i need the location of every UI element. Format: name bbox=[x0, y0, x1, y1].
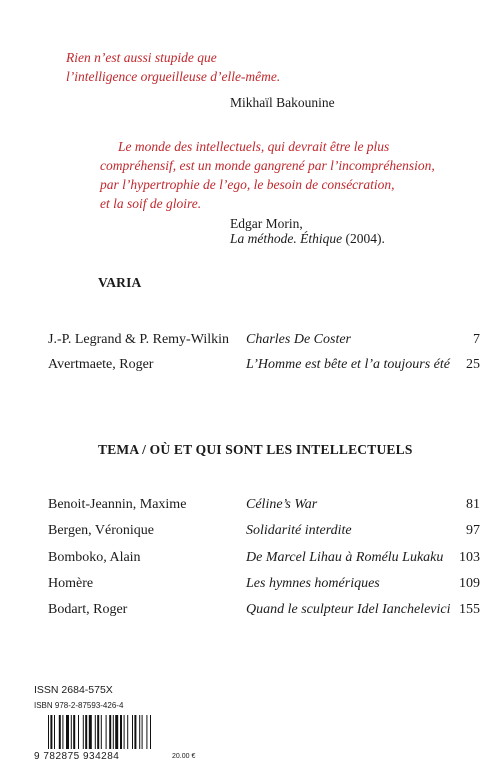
toc-title: Céline’s War bbox=[246, 497, 318, 512]
toc-page: 7 bbox=[473, 332, 480, 347]
toc-title: Les hymnes homériques bbox=[246, 576, 380, 591]
toc-author: Benoit-Jeannin, Maxime bbox=[48, 497, 187, 512]
toc-author: Homère bbox=[48, 576, 94, 591]
toc-entry bbox=[0, 602, 500, 622]
toc-author: Avertmaete, Roger bbox=[48, 357, 154, 372]
toc-entry bbox=[0, 576, 500, 596]
toc-page: 25 bbox=[466, 357, 480, 372]
toc-page: 155 bbox=[459, 602, 480, 617]
toc-entry bbox=[0, 497, 500, 517]
epigraph-2-line-3: par l’hypertrophie de l’ego, le besoin de consécration, bbox=[100, 177, 395, 192]
toc-title: Quand le sculpteur Idel Ianchelevici bbox=[246, 602, 451, 617]
epigraph-2-source-title: La méthode. Éthique bbox=[230, 231, 343, 246]
epigraph-1-author: Mikhaïl Bakounine bbox=[230, 95, 335, 110]
toc-page: 103 bbox=[459, 550, 480, 565]
toc-author: Bomboko, Alain bbox=[48, 550, 141, 565]
toc-entry bbox=[0, 357, 500, 377]
epigraph-2-line-2: compréhensif, est un monde gangrené par l’incompréhension, bbox=[100, 158, 435, 173]
toc-entry bbox=[0, 332, 500, 352]
toc-page: 81 bbox=[466, 497, 480, 512]
toc-author: Bodart, Roger bbox=[48, 602, 128, 617]
epigraph-2-source-year: (2004). bbox=[342, 231, 385, 246]
toc-title: L’Homme est bête et l’a toujours été bbox=[246, 357, 450, 372]
epigraph-2-line-4: et la soif de gloire. bbox=[100, 196, 202, 211]
epigraph-1-line-2: l’intelligence orgueilleuse d’elle-même. bbox=[66, 69, 281, 84]
barcode-icon bbox=[48, 715, 182, 749]
epigraph-1-line-1: Rien n’est aussi stupide que bbox=[66, 50, 217, 65]
issn-label: ISSN 2684-575X bbox=[34, 684, 113, 696]
toc-entry bbox=[0, 550, 500, 570]
toc-title: De Marcel Lihau à Romélu Lukaku bbox=[246, 550, 444, 565]
toc-title: Charles De Coster bbox=[246, 332, 351, 347]
barcode-digits: 9 782875 934284 bbox=[34, 751, 120, 762]
toc-page: 97 bbox=[466, 523, 480, 538]
epigraph-2-source bbox=[230, 229, 385, 248]
toc-entry bbox=[0, 523, 500, 543]
epigraph-2-line-1: Le monde des intellectuels, qui devrait être le plus bbox=[118, 139, 390, 154]
section-heading-tema: TEMA / OÙ ET QUI SONT LES INTELLECTUELS bbox=[98, 442, 413, 457]
toc-author: J.-P. Legrand & P. Remy-Wilkin bbox=[48, 332, 230, 347]
section-heading-varia: VARIA bbox=[98, 275, 142, 290]
epigraph-2-author: Edgar Morin, bbox=[230, 216, 303, 231]
toc-page: 109 bbox=[459, 576, 480, 591]
toc-title: Solidarité interdite bbox=[246, 523, 352, 538]
toc-author: Bergen, Véronique bbox=[48, 523, 155, 538]
price-label: 20.00 € bbox=[172, 753, 196, 760]
isbn-label: ISBN 978-2-87593-426-4 bbox=[34, 701, 124, 710]
